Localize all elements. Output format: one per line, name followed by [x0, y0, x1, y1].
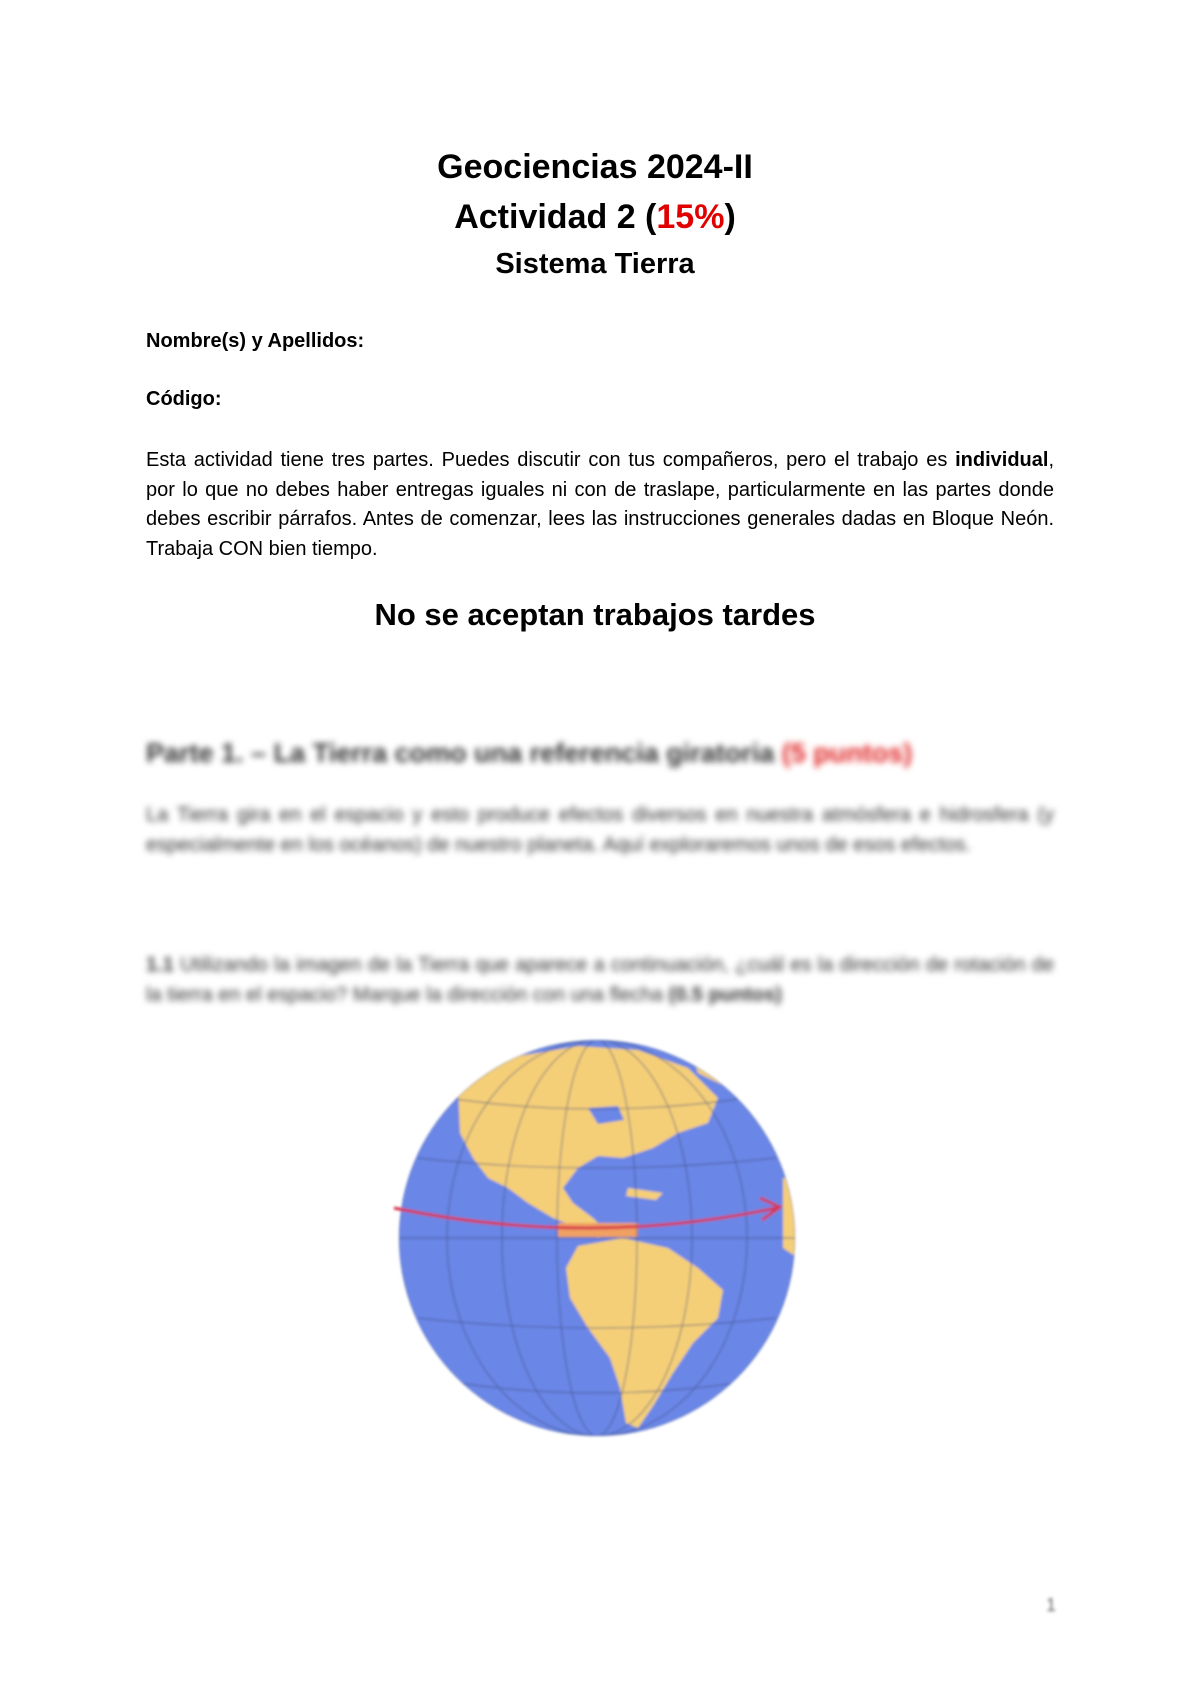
section-points: (5 puntos) — [781, 738, 913, 768]
intro-text-2: , por lo que no debes haber entregas iguales ni con de traslape, particularmente en las partes donde debes escribir párrafos. Antes de comenzar, lees las instrucciones generales dadas en Bloque Neón. Trabaja CON bien tiempo. — [146, 449, 1054, 560]
section-title — [146, 738, 912, 769]
question-1-1 — [146, 950, 1054, 1010]
section-title-text: Parte 1. – La Tierra como una referencia giratoria — [146, 738, 782, 768]
question-points: (0.5 puntos) — [668, 984, 782, 1006]
activity-suffix: ) — [724, 198, 736, 236]
question-number: 1.1 — [146, 954, 174, 976]
name-field-label: Nombre(s) y Apellidos: — [146, 330, 365, 352]
section-description: La Tierra gira en el espacio y esto produce efectos diversos en nuestra atmósfera e hidrosfera (y especialmente en los océanos) de nuestro planeta. Aquí exploraremos unos de esos efectos. — [146, 804, 1054, 856]
subtitle: Sistema Tierra — [495, 248, 695, 280]
intro-bold: individual — [955, 449, 1049, 471]
late-notice: No se aceptan trabajos tardes — [374, 597, 816, 632]
activity-weight: 15% — [656, 198, 725, 236]
intro-text-1: Esta actividad tiene tres partes. Puedes discutir con tus compañeros, pero el trabajo es — [146, 449, 956, 471]
activity-title — [0, 198, 1190, 237]
course-title: Geociencias 2024-II — [437, 148, 753, 186]
equator-band — [558, 1223, 638, 1237]
page-number: 1 — [1046, 1595, 1057, 1615]
intro-paragraph — [146, 446, 1054, 564]
africa-edge — [783, 1178, 798, 1258]
question-text: Utilizando la imagen de la Tierra que aparece a continuación, ¿cuál es la dirección de rotación de la tierra en el espacio? Marque la dirección con una flecha — [146, 954, 1054, 1006]
earth-globe-image — [388, 1028, 806, 1448]
activity-prefix: Actividad 2 ( — [454, 198, 657, 236]
code-field-label: Código: — [146, 388, 222, 410]
